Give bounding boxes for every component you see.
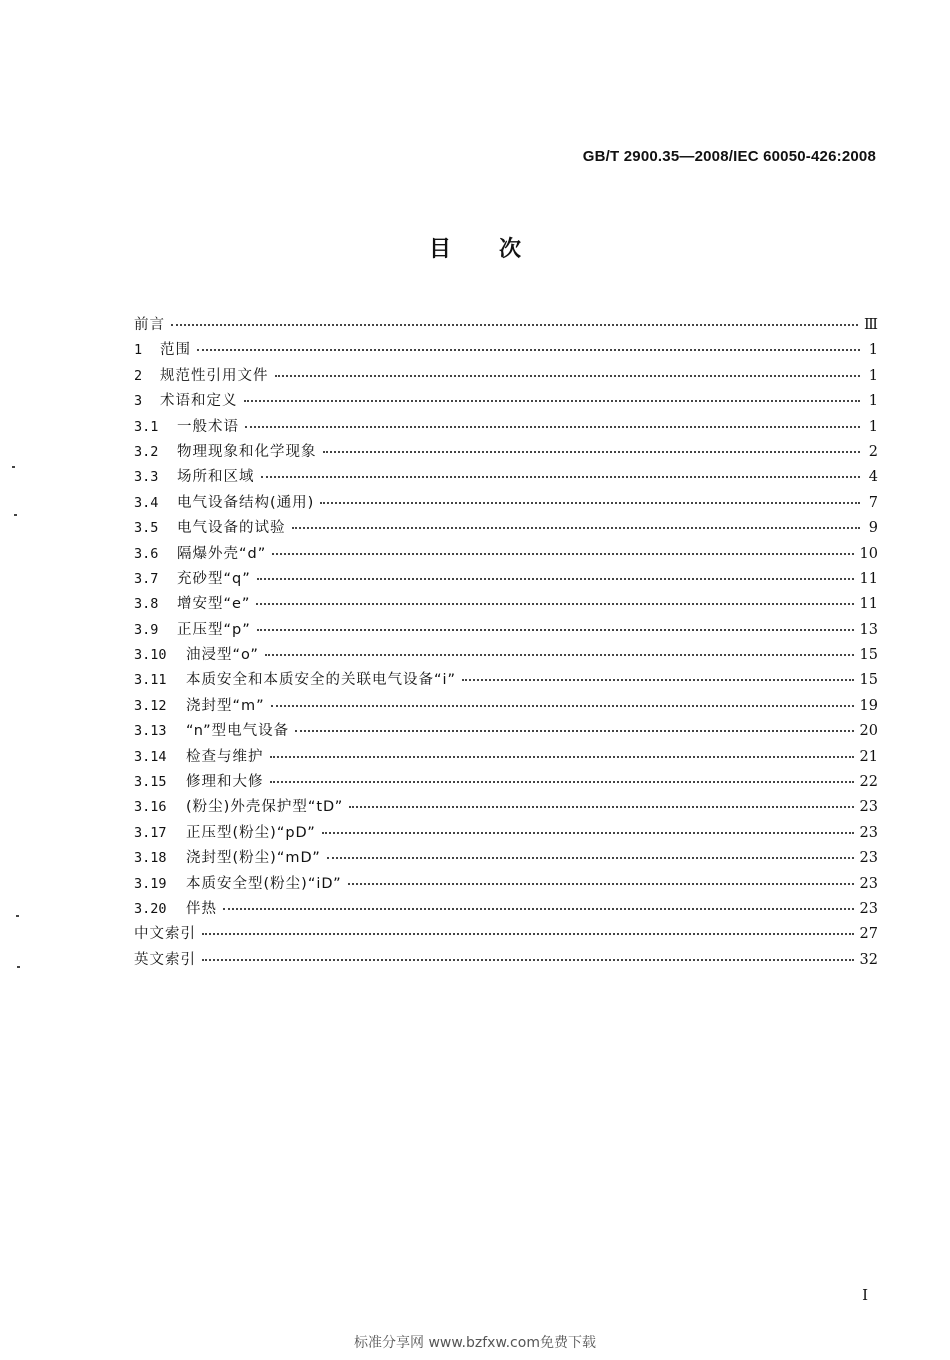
toc-entry-label: 正压型(粉尘)“pD” [186, 824, 316, 841]
toc-entry-label: 浇封型“m” [186, 697, 265, 714]
toc-entry-label: 本质安全和本质安全的关联电气设备“i” [186, 672, 457, 689]
toc-entry-page: 9 [868, 520, 878, 537]
toc-entry-label: 中文索引 [134, 926, 196, 943]
toc-entry-number: 3 [134, 393, 143, 410]
dot-leader [271, 689, 854, 707]
toc-entry [134, 946, 878, 971]
toc-entry-page: 1 [868, 393, 878, 410]
toc-entry-number: 3.4 [134, 494, 159, 511]
dot-leader [270, 765, 854, 783]
table-of-contents [134, 311, 878, 971]
toc-entry-number: 3.8 [134, 596, 159, 613]
title-char: 目 [428, 237, 451, 262]
dot-leader [323, 435, 861, 453]
toc-entry-page: 22 [859, 774, 878, 791]
toc-entry-page: 11 [859, 596, 878, 613]
toc-entry-page: 32 [859, 951, 878, 968]
toc-entry-number: 2 [134, 367, 143, 384]
toc-entry-number: 3.2 [134, 443, 159, 460]
toc-entry-page: 1 [868, 342, 878, 359]
toc-entry-page: Ⅲ [864, 317, 878, 333]
scan-speck [17, 966, 20, 968]
toc-entry-page: 27 [859, 926, 878, 943]
toc-entry-page: 10 [859, 545, 878, 562]
dot-leader [327, 841, 854, 859]
dot-leader [257, 613, 854, 631]
title-char: 次 [499, 237, 522, 262]
toc-entry-page: 23 [859, 824, 878, 841]
toc-entry-number: 3.18 [134, 850, 167, 867]
dot-leader [256, 587, 853, 605]
toc-entry-number: 3.20 [134, 900, 167, 917]
toc-entry-page: 2 [868, 443, 878, 460]
toc-entry-number: 3.19 [134, 875, 167, 892]
toc-entry-number: 3.17 [134, 824, 167, 841]
toc-entry-page: 15 [859, 672, 878, 689]
dot-leader [257, 562, 854, 580]
toc-entry-label: 油浸型“o” [186, 647, 259, 664]
toc-entry-label: 正压型“p” [177, 621, 251, 638]
toc-entry-label: 前言 [134, 317, 165, 333]
toc-entry-number: 3.5 [134, 520, 159, 537]
toc-entry-page: 1 [868, 418, 878, 435]
toc-entry-label: 物理现象和化学现象 [177, 443, 317, 460]
dot-leader [348, 867, 854, 885]
toc-entry-number: 3.7 [134, 570, 159, 587]
dot-leader [270, 740, 854, 758]
toc-entry-number: 3.6 [134, 545, 159, 562]
scan-speck [12, 466, 15, 468]
dot-leader [202, 917, 854, 935]
toc-entry-number: 3.1 [134, 418, 159, 435]
toc-entry-label: 修理和大修 [186, 774, 264, 791]
dot-leader [295, 714, 853, 732]
toc-entry-page: 4 [868, 469, 878, 486]
dot-leader [244, 384, 861, 402]
toc-entry-page: 13 [859, 621, 878, 638]
toc-entry-label: 浇封型(粉尘)“mD” [186, 850, 321, 867]
toc-entry-label: 电气设备结构(通用) [177, 494, 315, 511]
dot-leader [275, 359, 861, 377]
dot-leader [261, 460, 861, 478]
toc-entry-number: 3.15 [134, 774, 167, 791]
dot-leader [223, 892, 854, 910]
toc-entry-number: 3.11 [134, 672, 167, 689]
toc-entry-page: 21 [859, 748, 878, 765]
toc-entry-label: 规范性引用文件 [160, 367, 269, 384]
toc-entry-page: 23 [859, 799, 878, 816]
toc-entry-page: 7 [868, 494, 878, 511]
toc-entry-page: 19 [859, 697, 878, 714]
page-title [0, 232, 950, 263]
watermark: 标准分享网 www.bzfxw.com免费下载 [354, 1335, 596, 1351]
dot-leader [272, 537, 853, 555]
page-number: I [862, 1286, 868, 1304]
toc-entry-number: 3.9 [134, 621, 159, 638]
dot-leader [202, 943, 854, 961]
toc-entry-number: 3.14 [134, 748, 167, 765]
toc-entry-number: 3.16 [134, 799, 167, 816]
toc-entry-page: 20 [859, 723, 878, 740]
toc-entry-label: 英文索引 [134, 951, 196, 968]
toc-entry-label: 隔爆外壳“d” [177, 545, 267, 562]
toc-entry-number: 3.3 [134, 469, 159, 486]
toc-entry-page: 1 [868, 367, 878, 384]
dot-leader [462, 663, 853, 681]
toc-entry-label: 范围 [160, 342, 191, 359]
toc-entry-number: 1 [134, 342, 143, 359]
toc-entry-number: 3.12 [134, 697, 167, 714]
dot-leader [245, 410, 860, 428]
toc-entry-page: 23 [859, 900, 878, 917]
toc-entry-label: 场所和区域 [177, 469, 255, 486]
standard-code: GB/T 2900.35—2008/IEC 60050-426:2008 [582, 148, 876, 165]
toc-entry-label: 术语和定义 [160, 393, 238, 410]
scan-speck [14, 514, 17, 516]
scan-speck [16, 915, 19, 917]
toc-entry-label: (粉尘)外壳保护型“tD” [186, 799, 344, 816]
dot-leader [320, 486, 860, 504]
toc-entry-number: 3.13 [134, 723, 167, 740]
toc-entry-page: 15 [859, 647, 878, 664]
toc-entry-label: “n”型电气设备 [186, 723, 290, 740]
toc-entry-page: 23 [859, 875, 878, 892]
toc-entry-page: 23 [859, 850, 878, 867]
toc-entry-number: 3.10 [134, 647, 167, 664]
toc-entry-page: 11 [859, 570, 878, 587]
dot-leader [322, 816, 854, 834]
toc-entry-label: 充砂型“q” [177, 570, 251, 587]
toc-entry-label: 本质安全型(粉尘)“iD” [186, 875, 342, 892]
dot-leader [292, 511, 861, 529]
dot-leader [197, 333, 860, 351]
toc-entry-label: 检查与维护 [186, 748, 264, 765]
toc-entry-label: 一般术语 [177, 418, 239, 435]
dot-leader [349, 790, 853, 808]
toc-entry-label: 电气设备的试验 [177, 520, 286, 537]
toc-entry-label: 伴热 [186, 900, 217, 917]
toc-entry-label: 增安型“e” [177, 596, 251, 613]
dot-leader [171, 308, 858, 326]
dot-leader [265, 638, 854, 656]
